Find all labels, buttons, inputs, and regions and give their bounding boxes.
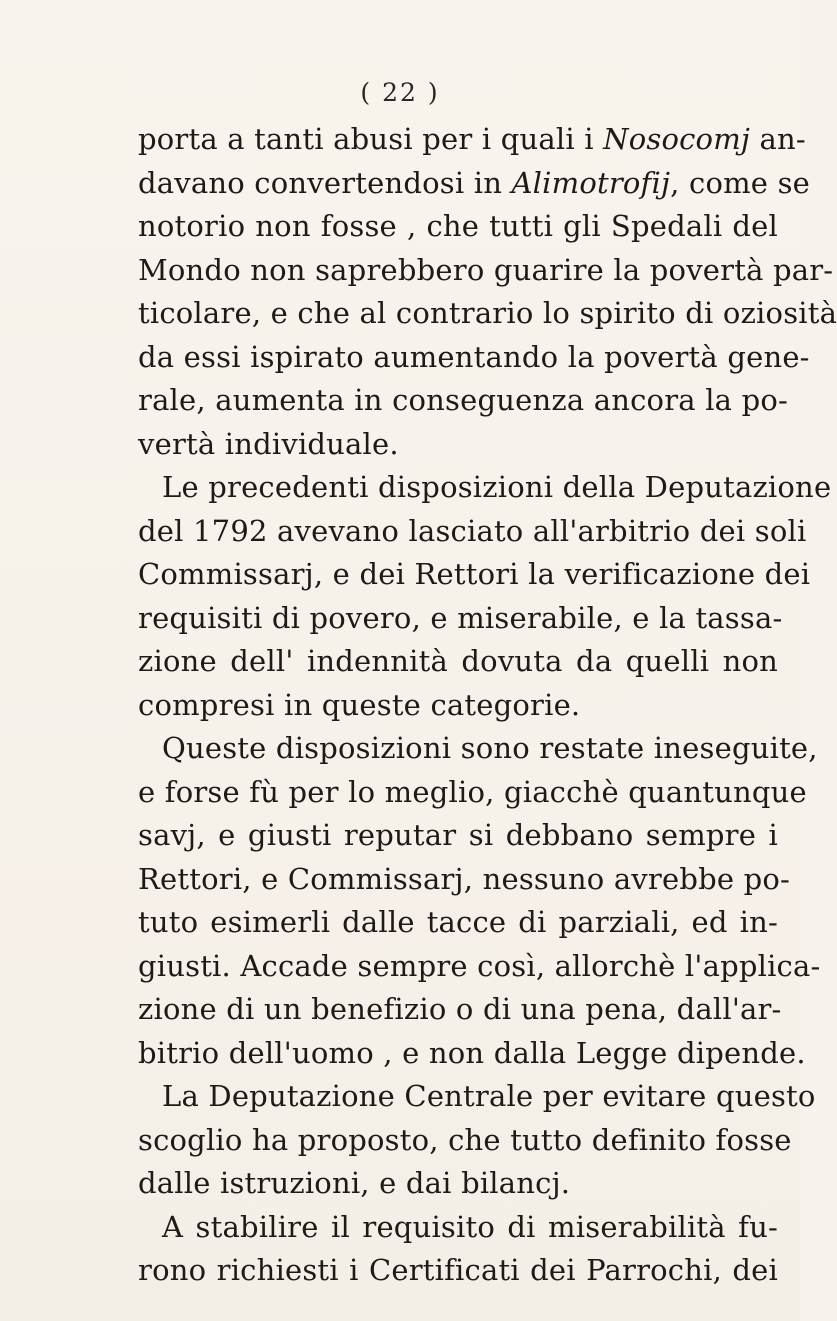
- text-run: e forse fù per lo meglio, giacchè quantunque: [138, 774, 807, 809]
- text-run: notorio non fosse , che tutti gli Spedali del: [138, 209, 778, 243]
- text-run: La Deputazione Centrale per evitare questo: [162, 1079, 816, 1113]
- text-line: [138, 423, 778, 467]
- text-run: dalle istruzioni, e dai bilancj.: [138, 1166, 571, 1200]
- text-line: [138, 162, 811, 206]
- page-number: ( 22 ): [360, 78, 440, 107]
- text-line: [138, 771, 807, 815]
- text-line: [138, 1249, 778, 1293]
- text-run: savj, e giusti reputar si debbano sempre i: [138, 818, 778, 852]
- text-line: [138, 858, 791, 902]
- text-line: [138, 1075, 816, 1119]
- text-line: [138, 901, 778, 945]
- text-line: [138, 1032, 806, 1076]
- text-line: [138, 1119, 792, 1163]
- italic-term: Nosocomj: [603, 122, 751, 156]
- text-run: porta a tanti abusi per i quali i: [138, 122, 604, 156]
- text-run: Queste disposizioni sono restate ineseguite,: [162, 731, 818, 765]
- text-run: Rettori, e Commissarj, nessuno avrebbe po-: [138, 861, 791, 896]
- text-line: [138, 988, 782, 1032]
- text-line: [138, 684, 778, 728]
- text-run: Le precedenti disposizioni della Deputazione: [162, 470, 832, 504]
- text-run: ticolare, e che al contrario lo spirito di oziosità: [138, 296, 837, 330]
- text-line: [138, 466, 832, 510]
- text-line: [138, 597, 783, 641]
- body-text: [138, 118, 837, 1293]
- text-run: scoglio ha proposto, che tutto definito fosse: [138, 1122, 792, 1157]
- text-run: compresi in queste categorie.: [138, 687, 581, 722]
- text-run: zione di un benefizio o di una pena, dall'ar-: [138, 992, 782, 1026]
- text-line: [138, 945, 821, 989]
- text-line: [138, 336, 810, 380]
- text-run: an-: [750, 122, 806, 156]
- text-line: [138, 118, 806, 162]
- text-run: , come se: [670, 165, 811, 200]
- text-run: tuto esimerli dalle tacce di parziali, ed in-: [138, 905, 778, 939]
- text-line: [138, 640, 778, 684]
- text-run: davano convertendosi in: [138, 165, 512, 200]
- text-line: [138, 553, 811, 597]
- text-run: bitrio dell'uomo , e non dalla Legge dipende.: [138, 1035, 806, 1070]
- text-run: vertà individuale.: [138, 426, 399, 461]
- text-run: zione dell' indennità dovuta da quelli non: [138, 644, 778, 678]
- text-line: [138, 249, 834, 293]
- text-line: [138, 1206, 778, 1250]
- text-line: [138, 727, 818, 771]
- italic-term: Alimotrofij: [511, 165, 671, 200]
- text-line: [138, 205, 778, 249]
- text-line: [138, 814, 778, 858]
- text-run: requisiti di povero, e miserabile, e la tassa-: [138, 600, 783, 635]
- text-run: da essi ispirato aumentando la povertà gene-: [138, 339, 810, 374]
- text-line: [138, 379, 788, 423]
- text-line: [138, 292, 837, 336]
- text-run: Commissarj, e dei Rettori la verificazione dei: [138, 557, 811, 591]
- text-line: [138, 1162, 778, 1206]
- text-run: del 1792 avevano lasciato all'arbitrio dei soli: [138, 513, 807, 548]
- text-run: rono richiesti i Certificati dei Parrochi, dei: [138, 1253, 778, 1287]
- text-line: [138, 510, 807, 554]
- text-run: rale, aumenta in conseguenza ancora la po-: [138, 383, 788, 417]
- text-run: giusti. Accade sempre così, allorchè l'applica-: [138, 948, 821, 983]
- text-run: Mondo non saprebbero guarire la povertà par-: [138, 252, 834, 287]
- text-run: A stabilire il requisito di miserabilità fu-: [162, 1209, 778, 1244]
